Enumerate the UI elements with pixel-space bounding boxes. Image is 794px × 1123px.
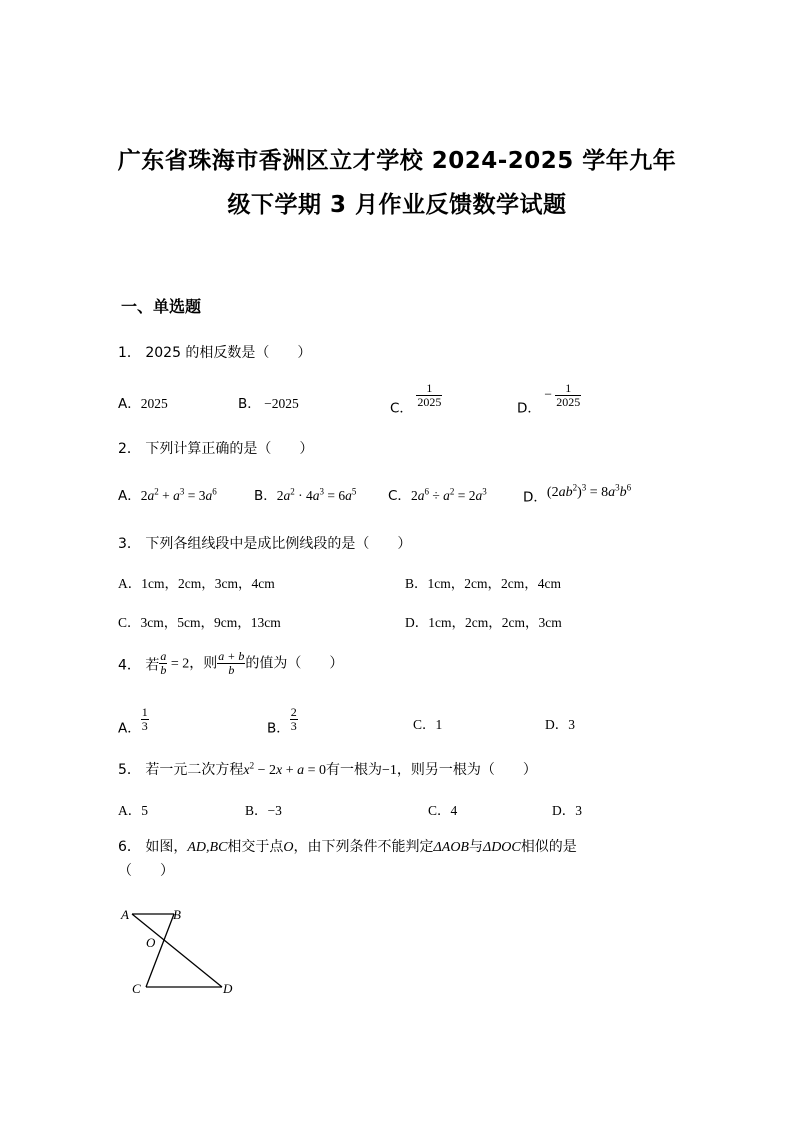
question-6 bbox=[118, 836, 577, 856]
title-line-1: 广东省珠海市香洲区立才学校 2024-2025 学年九年 bbox=[117, 148, 677, 174]
geometry-figure bbox=[115, 900, 245, 1000]
option-letter: B． bbox=[254, 488, 277, 504]
fraction bbox=[416, 382, 442, 409]
segment-ad bbox=[132, 914, 222, 987]
q2-option-b: B．$2a^2 \cdot 4a^3 = 6a^5$ bbox=[254, 486, 357, 504]
label-b: B bbox=[173, 907, 181, 922]
q1-option-d bbox=[517, 382, 581, 417]
option-letter: C． bbox=[390, 400, 413, 417]
question-1: 1． 2025 的相反数是（ ） bbox=[118, 345, 312, 361]
q2-option-c: C．$2a^6 \div a^2 = 2a^3$ bbox=[388, 486, 487, 504]
stem-prefix: 6． 如图， bbox=[118, 839, 188, 855]
label-c: C bbox=[132, 981, 141, 996]
fraction-a-plus-b-over-b: $\frac{a + b}{b}$ bbox=[218, 649, 245, 677]
stem-prefix: 5． 若一元二次方程 bbox=[118, 762, 244, 778]
question-2: 2． 下列计算正确的是（ ） bbox=[118, 441, 314, 457]
q5-option-a: A．5 bbox=[118, 803, 148, 818]
denominator: 2025 bbox=[417, 395, 442, 409]
option-letter: B． bbox=[267, 720, 290, 737]
option-letter: A． bbox=[118, 396, 141, 412]
q3-option-b: B．1cm，2cm，2cm，4cm bbox=[405, 576, 561, 591]
stem-suffix: ，则另一根为（ ） bbox=[396, 762, 537, 778]
q3-option-a: A．1cm，2cm，3cm，4cm bbox=[118, 576, 275, 591]
question-5 bbox=[118, 759, 537, 779]
fraction bbox=[290, 706, 298, 733]
q2-option-d: D．$(2ab^2)^3 = 8a^3b^6$ bbox=[523, 482, 632, 506]
fraction bbox=[141, 706, 149, 733]
segment-bc bbox=[146, 914, 174, 987]
stem-mid: 有一根为 bbox=[326, 762, 383, 778]
option-value: 2025 bbox=[140, 396, 168, 411]
stem-prefix: 4． 若 bbox=[118, 657, 160, 674]
equation: $x^2 - 2x + a = 0$ bbox=[243, 760, 327, 778]
stem-mid: ，由下列条件不能判定 bbox=[293, 839, 434, 855]
question-4: 4． 若 $\frac{a}{b}$ = 2，则 $\frac{a + b}{b}$ 的值为（ ） bbox=[118, 649, 344, 677]
q4-option-d: D．3 bbox=[545, 717, 575, 732]
q2-option-a: A．$2a^2 + a^3 = 3a^6$ bbox=[118, 486, 217, 504]
numerator: 1 bbox=[141, 705, 148, 719]
label-d: D bbox=[223, 981, 233, 996]
q1-option-b bbox=[238, 392, 299, 412]
option-letter: D． bbox=[523, 489, 547, 506]
segment-names: AD,BC bbox=[187, 840, 228, 855]
q4-option-c: C．1 bbox=[413, 717, 443, 732]
q1-option-c bbox=[390, 382, 442, 417]
q1-option-a bbox=[118, 392, 168, 412]
option-letter: A． bbox=[118, 488, 141, 504]
q5-option-b: B．−3 bbox=[245, 803, 282, 818]
q3-option-d: D．1cm，2cm，2cm，3cm bbox=[405, 615, 562, 630]
minus-sign: − bbox=[544, 386, 552, 402]
denominator: 3 bbox=[290, 719, 297, 733]
q5-option-c: C．4 bbox=[428, 803, 458, 818]
question-6-line-2: （ ） bbox=[118, 863, 174, 879]
numerator: 2 bbox=[290, 705, 297, 719]
numerator: 1 bbox=[565, 381, 572, 395]
q4-option-b bbox=[267, 706, 298, 737]
label-a: A bbox=[121, 907, 129, 922]
q5-option-d: D．3 bbox=[552, 803, 582, 818]
stem-mid: ，则 bbox=[189, 655, 218, 672]
denominator: 3 bbox=[141, 719, 148, 733]
label-o: O bbox=[146, 935, 156, 950]
section-heading: 一、单选题 bbox=[121, 297, 202, 316]
fraction-a-over-b: $\frac{a}{b}$ bbox=[160, 649, 167, 677]
question-3: 3． 下列各组线段中是成比例线段的是（ ） bbox=[118, 536, 412, 552]
q4-option-a bbox=[118, 706, 149, 737]
stem-mid: 相交于点 bbox=[227, 839, 284, 855]
denominator: 2025 bbox=[556, 395, 581, 409]
option-letter: C． bbox=[388, 488, 411, 504]
triangle-aob: ΔAOB bbox=[433, 840, 469, 855]
option-letter: A． bbox=[118, 720, 141, 737]
triangle-doc: ΔDOC bbox=[482, 840, 521, 855]
q3-option-c: C．3cm，5cm，9cm，13cm bbox=[118, 615, 281, 630]
stem-suffix: 相似的是 bbox=[520, 839, 577, 855]
point-name: O bbox=[283, 840, 294, 855]
option-letter: D． bbox=[517, 400, 541, 417]
stem-suffix: 的值为（ ） bbox=[245, 655, 344, 672]
option-value: −2025 bbox=[264, 396, 299, 411]
numerator: 1 bbox=[426, 381, 433, 395]
title-line-2: 级下学期 3 月作业反馈数学试题 bbox=[227, 192, 567, 218]
option-letter: B． bbox=[238, 396, 261, 412]
root-value: −1 bbox=[382, 763, 397, 778]
fraction bbox=[555, 382, 581, 409]
stem-mid: 与 bbox=[468, 839, 483, 855]
